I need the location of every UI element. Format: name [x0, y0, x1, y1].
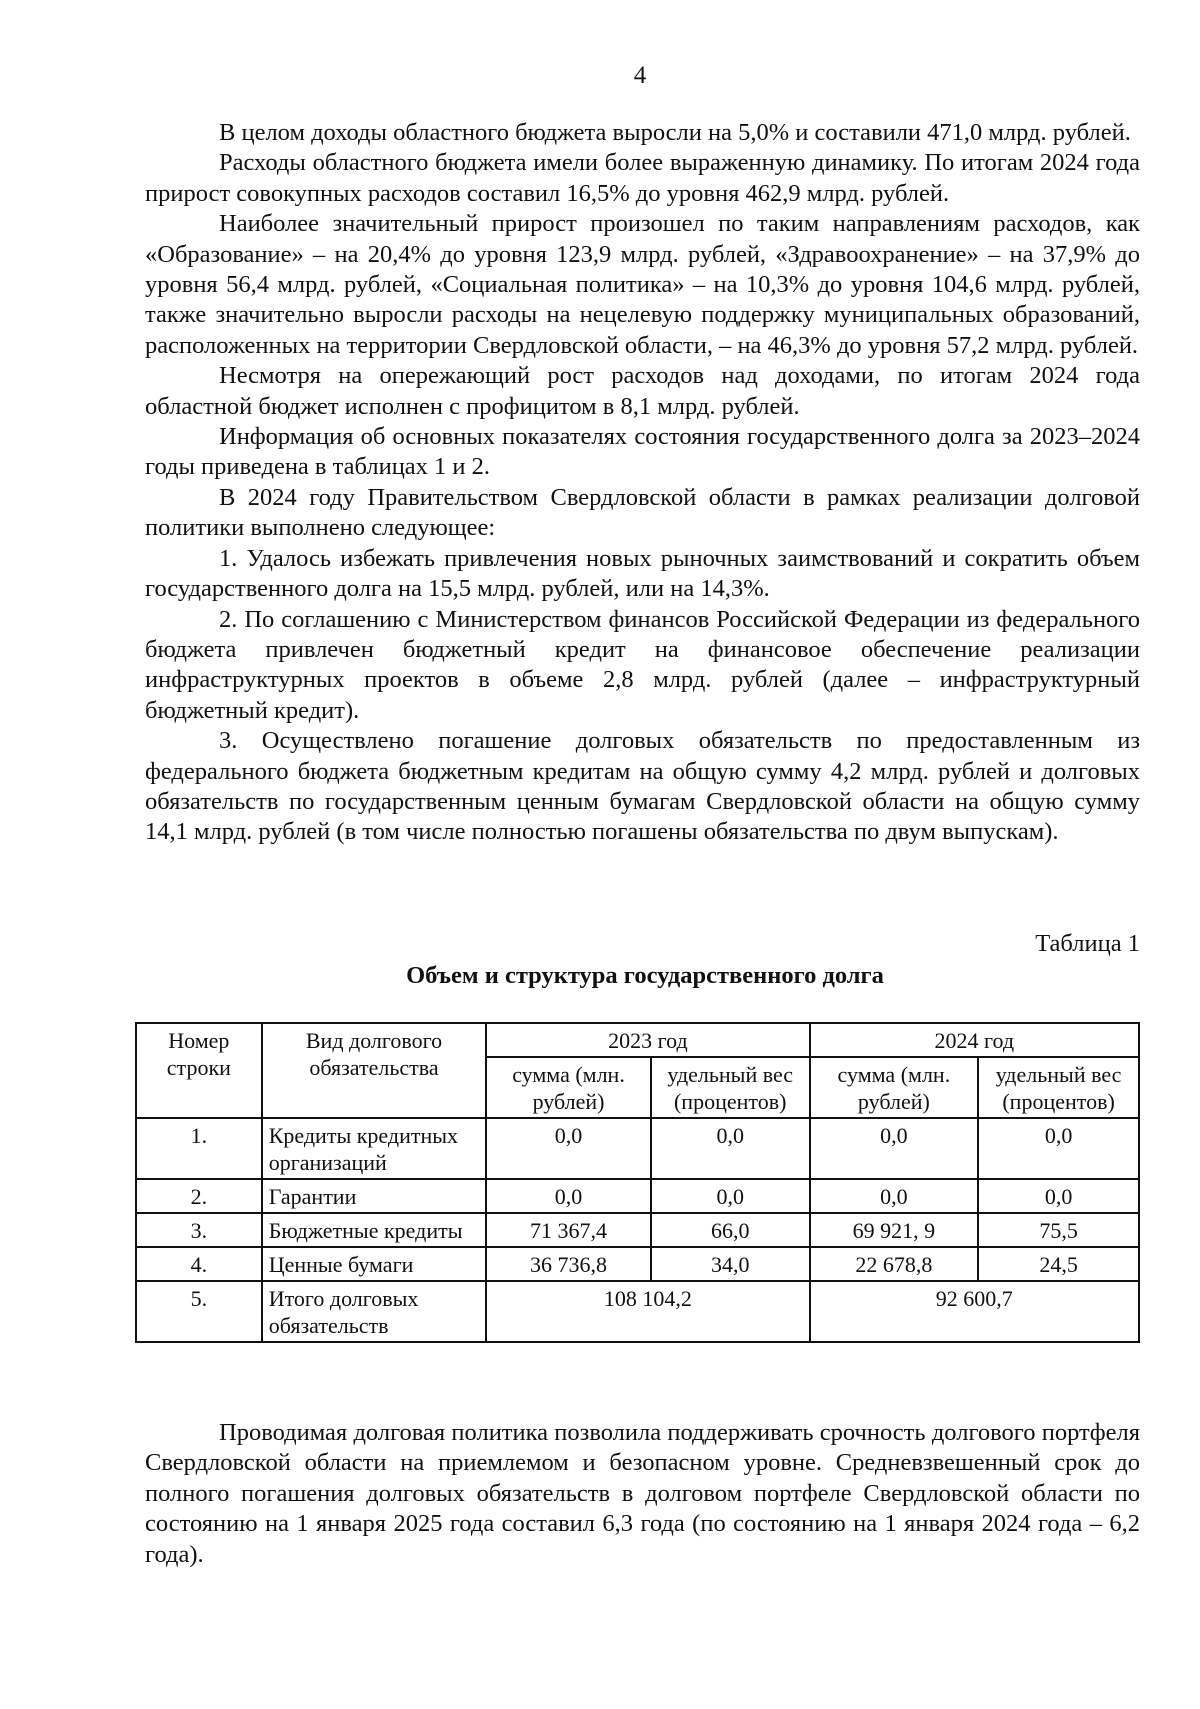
table-header-row: [136, 1023, 1139, 1057]
header-share-2023: удельный вес (процентов): [651, 1057, 810, 1118]
header-sum-2024: сумма (млн. рублей): [810, 1057, 979, 1118]
table-caption: Таблица 1: [1035, 930, 1140, 957]
closing-text: [145, 1418, 1140, 1570]
body-text: [145, 118, 1140, 848]
paragraph-tables-reference: Информация об основных показателях состояния государственного долга за 2023–2024 годы приведена в таблицах 1 и 2.: [145, 423, 1140, 481]
table-row: [136, 1118, 1139, 1179]
row-share-2024: 0,0: [978, 1179, 1139, 1213]
row-debt-type: Гарантии: [262, 1179, 487, 1213]
paragraph-item-2: 2. По соглашению с Министерством финансов Российской Федерации из федерального бюджета привлечен бюджетный кредит на финансовое обеспечение реализации инфраструктурных проектов в объеме 2,8 млрд. рублей (далее – инфраструктурный бюджетный кредит).: [145, 605, 1140, 724]
paragraph-debt-policy: В 2024 году Правительством Свердловской области в рамках реализации долговой политики выполнено следующее:: [145, 483, 1140, 542]
row-sum-2024: 0,0: [810, 1179, 979, 1213]
paragraph-item-1: 1. Удалось избежать привлечения новых рыночных заимствований и сократить объем государственного долга на 15,5 млрд. рублей, или на 14,3%.: [145, 544, 1140, 603]
header-year-2023: 2023 год: [486, 1023, 809, 1057]
row-share-2023: 0,0: [651, 1118, 810, 1179]
paragraph-surplus: Несмотря на опережающий рост расходов над доходами, по итогам 2024 года областной бюджет исполнен с профицитом в 8,1 млрд. рублей.: [145, 362, 1140, 420]
row-debt-type: Бюджетные кредиты: [262, 1213, 487, 1247]
paragraph-expenses: Расходы областного бюджета имели более выраженную динамику. По итогам 2024 года прирост совокупных расходов составил 16,5% до уровня 462,9 млрд. рублей.: [145, 149, 1140, 207]
row-number: 4.: [136, 1247, 262, 1281]
row-sum-2023: 36 736,8: [486, 1247, 651, 1281]
table-total-row: [136, 1281, 1139, 1342]
row-sum-2023: 0,0: [486, 1179, 651, 1213]
row-sum-2024: 69 921, 9: [810, 1213, 979, 1247]
row-number: 2.: [136, 1179, 262, 1213]
header-year-2024: 2024 год: [810, 1023, 1139, 1057]
row-number: 1.: [136, 1118, 262, 1179]
table-row: [136, 1213, 1139, 1247]
row-share-2024: 0,0: [978, 1118, 1139, 1179]
paragraph-expense-growth: Наиболее значительный прирост произошел по таким направлениям расходов, как «Образование» – на 20,4% до уровня 123,9 млрд. рублей, «Здравоохранение» – на 37,9% до уровня 56,4 млрд. рублей, «Социальная политика» – на 10,3% до уровня 104,6 млрд. рублей, также значительно выросли расходы на нецелевую поддержку муниципальных образований, расположенных на территории Свердловской области, – на 46,3% до уровня 57,2 млрд. рублей.: [145, 210, 1140, 359]
header-row-number: Номер строки: [136, 1023, 262, 1118]
page-number: 4: [633, 62, 647, 89]
row-sum-2023: 71 367,4: [486, 1213, 651, 1247]
table-title: Объем и структура государственного долга: [406, 962, 884, 989]
row-debt-type: Кредиты кредитных организаций: [262, 1118, 487, 1179]
total-row-label: Итого долговых обязательств: [262, 1281, 487, 1342]
row-sum-2024: 22 678,8: [810, 1247, 979, 1281]
table-row: [136, 1179, 1139, 1213]
header-debt-type: Вид долгового обязательства: [262, 1023, 487, 1118]
row-sum-2024: 0,0: [810, 1118, 979, 1179]
row-share-2023: 0,0: [651, 1179, 810, 1213]
paragraph-revenue: В целом доходы областного бюджета выросли на 5,0% и составили 471,0 млрд. рублей.: [219, 119, 1131, 146]
table-row: [136, 1247, 1139, 1281]
row-share-2023: 66,0: [651, 1213, 810, 1247]
row-number: 3.: [136, 1213, 262, 1247]
row-share-2024: 24,5: [978, 1247, 1139, 1281]
total-2023: 108 104,2: [486, 1281, 809, 1342]
row-share-2024: 75,5: [978, 1213, 1139, 1247]
total-2024: 92 600,7: [810, 1281, 1139, 1342]
paragraph-item-3: 3. Осуществлено погашение долговых обязательств по предоставленным из федерального бюджета бюджетным кредитам на общую сумму 4,2 млрд. рублей и долговых обязательств по государственным ценным бумагам Свердловской области на общую сумму 14,1 млрд. рублей (в том числе полностью погашены обязательства по двум выпускам).: [145, 727, 1140, 846]
header-sum-2023: сумма (млн. рублей): [486, 1057, 651, 1118]
total-row-number: 5.: [136, 1281, 262, 1342]
row-sum-2023: 0,0: [486, 1118, 651, 1179]
row-debt-type: Ценные бумаги: [262, 1247, 487, 1281]
header-share-2024: удельный вес (процентов): [978, 1057, 1139, 1118]
debt-table: [135, 1022, 1140, 1343]
row-share-2023: 34,0: [651, 1247, 810, 1281]
paragraph-maturity: Проводимая долговая политика позволила поддерживать срочность долгового портфеля Свердловской области на приемлемом и безопасном уровне. Средневзвешенный срок до полного погашения долговых обязательств в долговом портфеле Свердловской области по состоянию на 1 января 2025 года составил 6,3 года (по состоянию на 1 января 2024 года – 6,2 года).: [145, 1419, 1140, 1568]
